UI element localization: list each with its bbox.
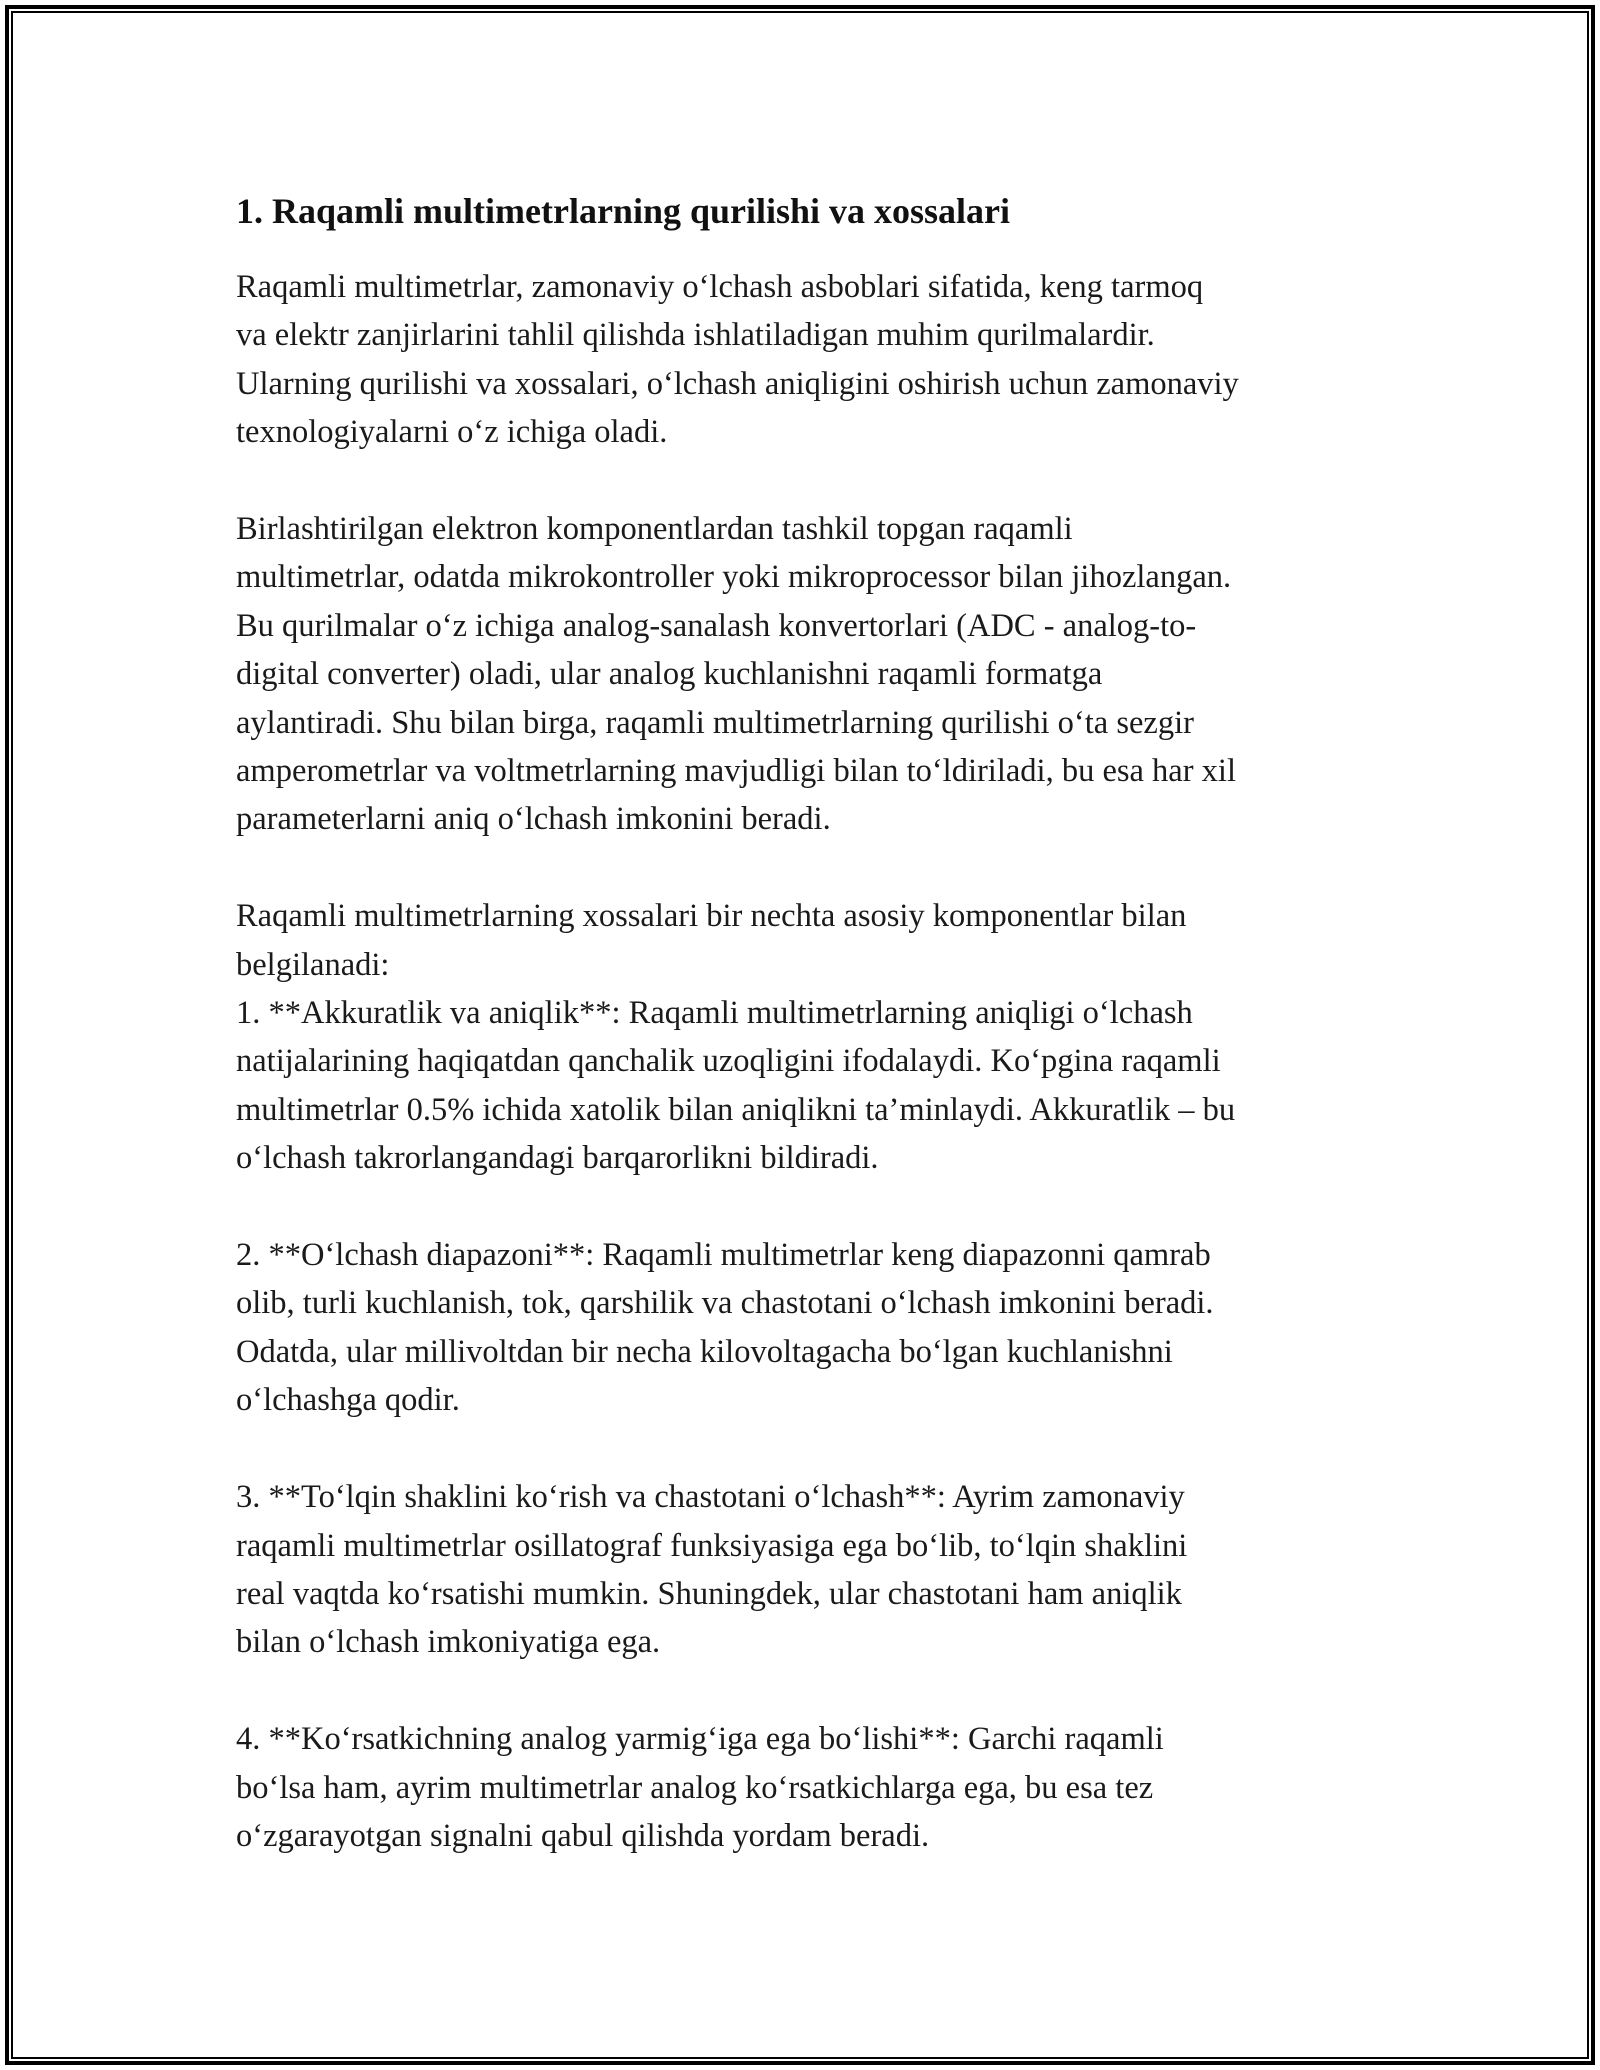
paragraph-spacer bbox=[236, 1667, 1386, 1715]
paragraph-spacer bbox=[236, 1183, 1386, 1231]
paragraph-spacer bbox=[236, 1425, 1386, 1473]
paragraph-measurement-range: 2. **O‘lchash diapazoni**: Raqamli multimetrlar keng diapazonni qamrab olib, turli kuchlanish, tok, qarshilik va chastotani o‘lchash imkonini beradi. Odatda, ular millivoltdan bir necha kilovoltagacha bo‘lgan kuchlanishni o‘lchashga qodir. bbox=[236, 1237, 1214, 1419]
section-heading: 1. Raqamli multimetrlarning qurilishi va xossalari bbox=[236, 191, 1011, 231]
paragraph-waveform: 3. **To‘lqin shaklini ko‘rish va chastotani o‘lchash**: Ayrim zamonaviy raqamli multimetrlar osillatograf funksiyasiga ega bo‘lib, to‘lqin shaklini real vaqtda ko‘rsatishi mumkin. Shuningdek, ular chastotani ham aniqlik bilan o‘lchash imkoniyatiga ega. bbox=[236, 1479, 1188, 1661]
paragraph-spacer bbox=[236, 457, 1386, 505]
paragraph-construction: Birlashtirilgan elektron komponentlardan tashkil topgan raqamli multimetrlar, odatda mikrokontroller yoki mikroprocessor bilan jihozlangan. Bu qurilmalar o‘z ichiga analog-sanalash konvertorlari (ADC - analog-to- digital converter) oladi, ular analog kuchlanishni raqamli formatga aylantiradi. Shu bilan birga, raqamli multimetrlarning qurilishi o‘ta sezgir amperometrlar va voltmetrlarning mavjudligi bilan to‘ldiriladi, bu esa har xil parameterlarni aniq o‘lchash imkonini beradi. bbox=[236, 511, 1236, 838]
document-body bbox=[236, 185, 1386, 1860]
paragraph-analog-indicator: 4. **Ko‘rsatkichning analog yarmig‘iga ega bo‘lishi**: Garchi raqamli bo‘lsa ham, ayrim multimetrlar analog ko‘rsatkichlarga ega, bu esa tez o‘zgarayotgan signalni qabul qilishda yordam beradi. bbox=[236, 1721, 1164, 1854]
paragraph-intro: Raqamli multimetrlar, zamonaviy o‘lchash asboblari sifatida, keng tarmoq va elektr zanjirlarini tahlil qilishda ishlatiladigan muhim qurilmalardir. Ularning qurilishi va xossalari, o‘lchash aniqligini oshirish uchun zamonaviy texnologiyalarni o‘z ichiga oladi. bbox=[236, 269, 1239, 451]
paragraph-properties-accuracy: Raqamli multimetrlarning xossalari bir nechta asosiy komponentlar bilan belgilanadi: 1. **Akkuratlik va aniqlik**: Raqamli multimetrlarning aniqligi o‘lchash natijalarining haqiqatdan qanchalik uzoqligini ifodalaydi. Ko‘pgina raqamli multimetrlar 0.5% ichida xatolik bilan aniqlikni ta’minlaydi. Akkuratlik – bu o‘lchash takrorlangandagi barqarorlikni bildiradi. bbox=[236, 898, 1236, 1177]
paragraph-spacer bbox=[236, 844, 1386, 892]
